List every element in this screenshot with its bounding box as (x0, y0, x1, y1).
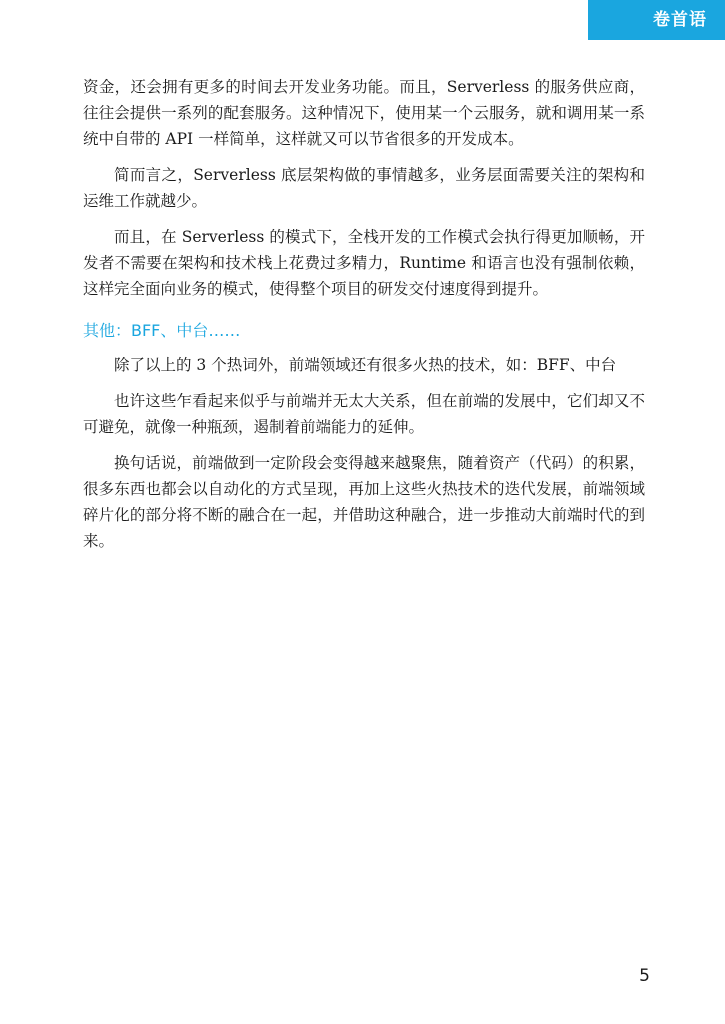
page-body (83, 74, 645, 564)
paragraph-4: 除了以上的 3 个热词外，前端领域还有很多火热的技术，如：BFF、中台 (114, 356, 617, 374)
paragraph-3: 而且，在 Serverless 的模式下，全栈开发的工作模式会执行得更加顺畅，开发者不需要在架构和技术栈上花费过多精力，Runtime 和语言也没有强制依赖，这样完全面向业务的模式，使得整个项目的研发交付速度得到提升。 (83, 228, 645, 298)
paragraph-1: 资金，还会拥有更多的时间去开发业务功能。而且，Serverless 的服务供应商，往往会提供一系列的配套服务。这种情况下，使用某一个云服务，就和调用某一系统中自带的 API 一样简单，这样就又可以节省很多的开发成本。 (83, 78, 645, 148)
paragraph-5: 也许这些乍看起来似乎与前端并无太大关系，但在前端的发展中，它们却又不可避免，就像一种瓶颈，遏制着前端能力的延伸。 (83, 392, 645, 436)
paragraph-2: 简而言之，Serverless 底层架构做的事情越多，业务层面需要关注的架构和运维工作就越少。 (83, 166, 645, 210)
section-heading: 其他：BFF、中台…… (83, 321, 241, 340)
paragraph-6: 换句话说，前端做到一定阶段会变得越来越聚焦，随着资产（代码）的积累，很多东西也都会以自动化的方式呈现，再加上这些火热技术的迭代发展，前端领域碎片化的部分将不断的融合在一起，并借助这种融合，进一步推动大前端时代的到来。 (83, 454, 645, 550)
page-number: 5 (639, 966, 650, 986)
chapter-tab: 卷首语 (588, 0, 725, 40)
